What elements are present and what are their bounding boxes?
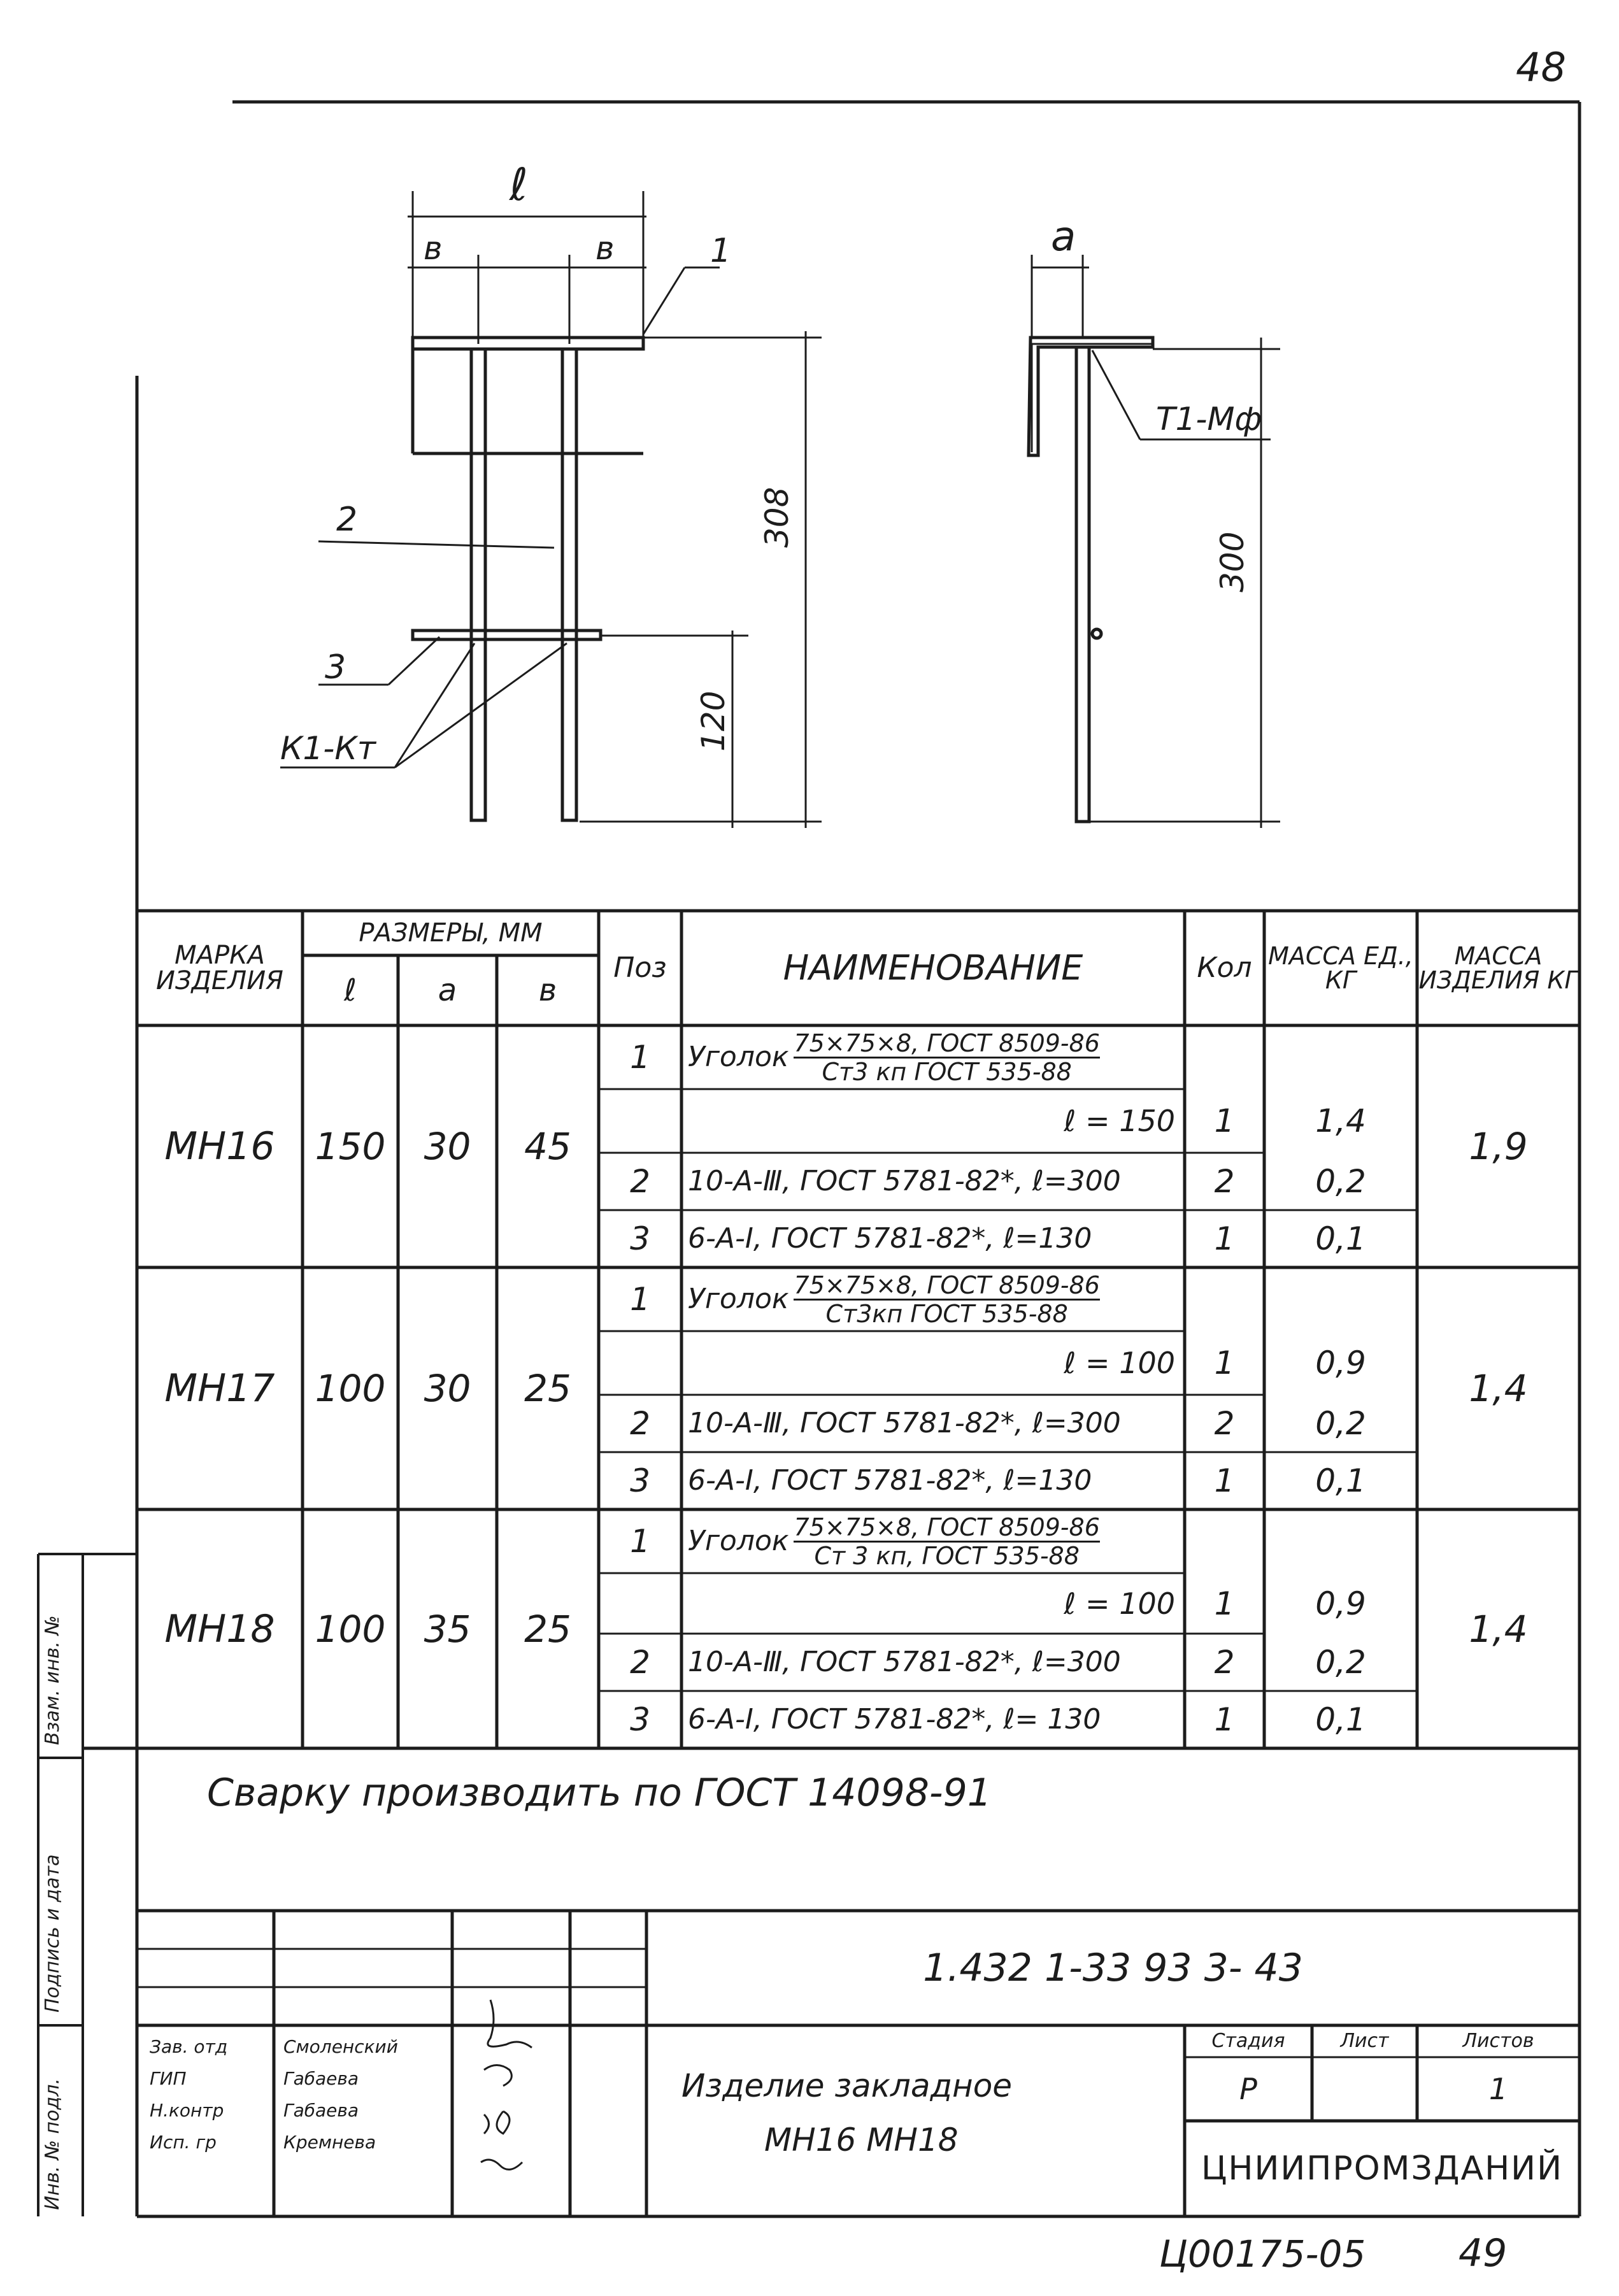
row-qty: 1: [1214, 1344, 1235, 1381]
row-name: 10-А-Ⅲ, ГОСТ 5781-82*, ℓ=300: [688, 1646, 1121, 1678]
row-name: ℓ = 150: [1064, 1104, 1175, 1138]
leader-3-label: 3: [325, 648, 346, 687]
dim-120-label: 120: [695, 690, 732, 752]
header-name: НАИМЕНОВАНИЕ: [783, 948, 1083, 988]
group-size-l: 150: [315, 1125, 386, 1168]
angle-prefix: Уголок: [688, 1041, 789, 1073]
header-size-l: ℓ: [344, 973, 357, 1008]
row-name: ℓ = 100: [1064, 1346, 1175, 1380]
angle-spec-top: 75×75×8, ГОСТ 8509-86: [794, 1271, 1100, 1299]
row-name: 6-А-Ⅰ, ГОСТ 5781-82*, ℓ=130: [688, 1464, 1092, 1497]
row-qty: 1: [1214, 1220, 1235, 1257]
row-qty: 2: [1214, 1644, 1235, 1681]
group-size-a: 30: [424, 1367, 471, 1410]
angle-prefix: Уголок: [688, 1525, 789, 1557]
group-mass-item: 1,9: [1469, 1125, 1528, 1168]
row-pos: 1: [630, 1281, 650, 1318]
group-size-b: 25: [524, 1607, 571, 1651]
side-stamp-top: Взам. инв. №: [41, 1615, 64, 1745]
angle-spec-bottom: Ст3кп ГОСТ 535-88: [825, 1299, 1068, 1328]
row-name: ℓ = 100: [1064, 1586, 1175, 1621]
weld-t1-label: Т1-Мф: [1156, 401, 1262, 438]
sign-role: ГИП: [150, 2068, 187, 2089]
angle-spec-bottom: Ст3 кп ГОСТ 535-88: [822, 1057, 1072, 1086]
sheets-header: Листов: [1462, 2030, 1534, 2052]
group-size-b: 25: [524, 1367, 571, 1410]
group-size-a: 35: [424, 1607, 471, 1651]
sign-role: Исп. гр: [150, 2132, 217, 2153]
row-mass: 0,9: [1315, 1585, 1366, 1622]
row-pos: 3: [630, 1462, 650, 1499]
side-stamp-bot: Инв. № подл.: [41, 2078, 64, 2210]
header-sizes: РАЗМЕРЫ, ММ: [359, 918, 543, 948]
dim-l-label: ℓ: [510, 159, 528, 211]
doc-title-line1: Изделие закладное: [681, 2067, 1013, 2104]
org-name: ЦНИИПРОМЗДАНИЙ: [1201, 2150, 1563, 2188]
header-mark: МАРКА ИЗДЕЛИЯ: [156, 941, 283, 995]
header-size-b: в: [538, 973, 557, 1008]
header-mass-unit: МАССА ЕД., КГ: [1268, 942, 1413, 994]
row-mass: 0,2: [1315, 1644, 1366, 1681]
row-name: 6-А-Ⅰ, ГОСТ 5781-82*, ℓ=130: [688, 1222, 1092, 1255]
row-pos: 3: [630, 1220, 650, 1257]
row-qty: 1: [1214, 1462, 1235, 1499]
sign-role: Зав. отд: [150, 2036, 228, 2057]
side-stamp-mid: Подпись и дата: [41, 1854, 64, 2013]
row-name: 6-А-Ⅰ, ГОСТ 5781-82*, ℓ= 130: [688, 1703, 1101, 1736]
dim-b2-label: в: [596, 230, 615, 267]
row-mass: 0,9: [1315, 1344, 1366, 1381]
page-number: 48: [1516, 44, 1566, 90]
dim-b1-label: в: [424, 230, 443, 267]
row-qty: 1: [1214, 1701, 1235, 1738]
archive-code: Ц00175-05: [1159, 2232, 1366, 2276]
dim-a-label: а: [1051, 213, 1076, 260]
group-mass-item: 1,4: [1469, 1607, 1528, 1651]
row-qty: 1: [1214, 1585, 1235, 1622]
group-size-l: 100: [315, 1607, 386, 1651]
header-qty: Кол: [1197, 952, 1252, 984]
header-size-a: а: [438, 973, 457, 1008]
row-pos: 1: [630, 1039, 650, 1076]
group-size-b: 45: [524, 1125, 571, 1168]
sheets-value: 1: [1488, 2072, 1508, 2106]
angle-spec-top: 75×75×8, ГОСТ 8509-86: [794, 1513, 1100, 1541]
sign-name: Смоленский: [283, 2036, 398, 2057]
group-mark: МН18: [164, 1606, 275, 1651]
group-mass-item: 1,4: [1469, 1367, 1528, 1410]
sign-name: Габаева: [283, 2068, 359, 2089]
dim-300-label: 300: [1214, 531, 1251, 592]
doc-title-line2: МН16 МН18: [764, 2121, 959, 2158]
row-mass: 0,2: [1315, 1405, 1366, 1442]
doc-code: 1.432 1-33 93 3- 43: [923, 1946, 1303, 1990]
row-pos: 3: [630, 1701, 650, 1738]
row-name: 10-А-Ⅲ, ГОСТ 5781-82*, ℓ=300: [688, 1165, 1121, 1197]
row-qty: 1: [1214, 1102, 1235, 1139]
header-mass-item: МАССА ИЗДЕЛИЯ КГ: [1418, 942, 1578, 994]
row-qty: 2: [1214, 1163, 1235, 1200]
group-size-a: 30: [424, 1125, 471, 1168]
bottom-page-number: 49: [1459, 2231, 1508, 2276]
row-name: 10-А-Ⅲ, ГОСТ 5781-82*, ℓ=300: [688, 1407, 1121, 1439]
row-qty: 2: [1214, 1405, 1235, 1442]
row-pos: 2: [630, 1163, 650, 1200]
row-pos: 2: [630, 1405, 650, 1442]
header-pos: Поз: [613, 952, 667, 984]
row-mass: 1,4: [1315, 1102, 1366, 1139]
row-mass: 0,1: [1315, 1701, 1366, 1738]
leader-2-label: 2: [336, 501, 358, 539]
group-mark: МН17: [164, 1366, 275, 1411]
sign-name: Кремнева: [283, 2132, 376, 2153]
welding-note: Сварку производить по ГОСТ 14098-91: [207, 1771, 992, 1815]
dim-308-label: 308: [759, 487, 795, 548]
group-size-l: 100: [315, 1367, 386, 1410]
leader-1-label: 1: [710, 232, 732, 270]
stage-value: Р: [1239, 2072, 1257, 2106]
angle-spec-bottom: Ст 3 кп, ГОСТ 535-88: [814, 1541, 1080, 1570]
angle-prefix: Уголок: [688, 1283, 789, 1315]
row-pos: 1: [630, 1523, 650, 1560]
group-mark: МН16: [164, 1124, 275, 1169]
weld-k1-label: К1-Кт: [280, 730, 376, 767]
angle-spec-top: 75×75×8, ГОСТ 8509-86: [794, 1029, 1100, 1057]
row-mass: 0,2: [1315, 1163, 1366, 1200]
sign-name: Габаева: [283, 2100, 359, 2121]
row-mass: 0,1: [1315, 1220, 1366, 1257]
row-mass: 0,1: [1315, 1462, 1366, 1499]
stage-header: Стадия: [1211, 2030, 1285, 2052]
row-pos: 2: [630, 1644, 650, 1681]
sheet-header: Лист: [1340, 2030, 1389, 2052]
sign-role: Н.контр: [150, 2100, 224, 2121]
